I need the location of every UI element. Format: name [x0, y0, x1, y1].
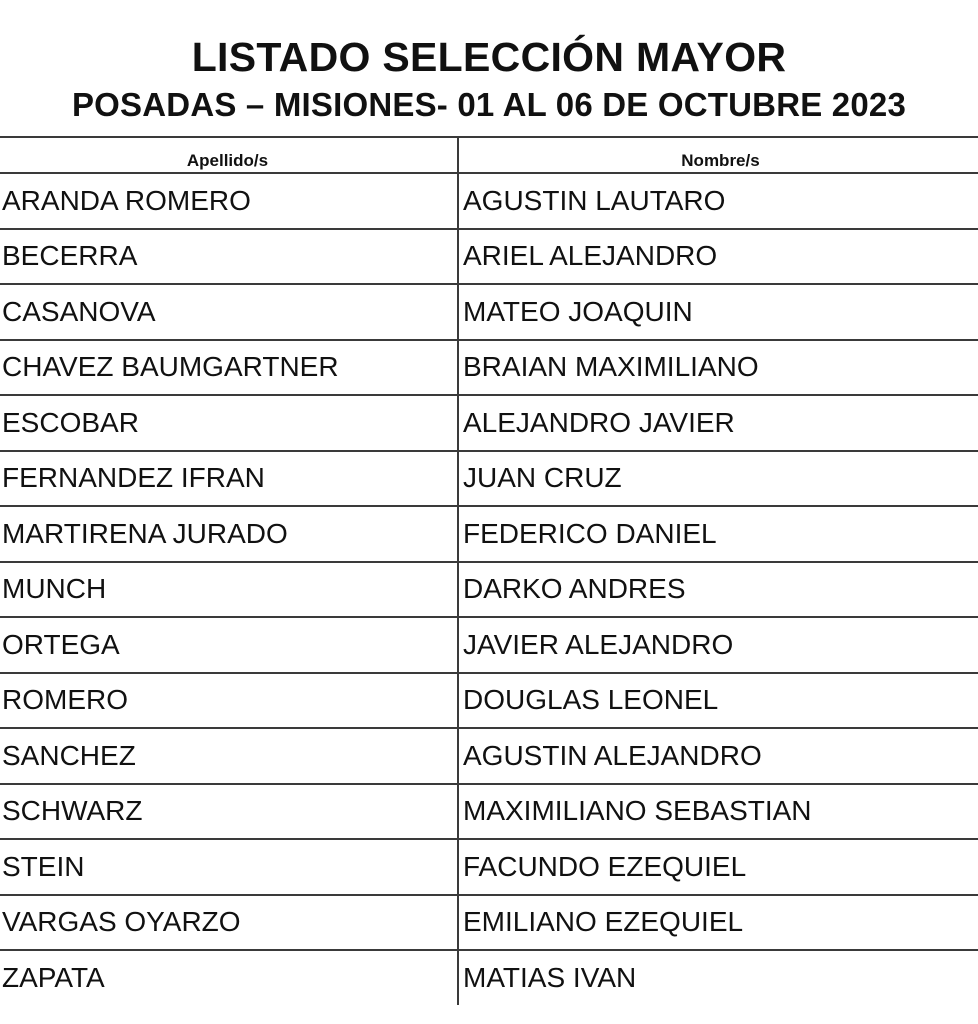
nombre-text: DOUGLAS LEONEL	[463, 684, 719, 716]
apellido-text: MARTIRENA JURADO	[2, 517, 288, 549]
nombre-cell	[458, 895, 978, 951]
apellido-cell	[0, 728, 458, 784]
nombre-text: JUAN CRUZ	[463, 462, 622, 494]
nombre-cell	[458, 506, 978, 562]
nombre-text: MATIAS IVAN	[463, 961, 637, 993]
nombre-cell	[458, 340, 978, 396]
apellido-cell	[0, 673, 458, 729]
apellido-cell	[0, 395, 458, 451]
apellido-text: ARANDA ROMERO	[2, 184, 251, 216]
apellido-cell	[0, 451, 458, 507]
apellido-cell	[0, 284, 458, 340]
apellido-cell	[0, 173, 458, 229]
nombre-cell	[458, 173, 978, 229]
apellido-text: SCHWARZ	[2, 795, 143, 827]
table-row	[0, 173, 978, 229]
nombre-text: ARIEL ALEJANDRO	[463, 240, 718, 272]
apellido-text: STEIN	[2, 850, 85, 882]
nombre-cell	[458, 562, 978, 618]
table-row	[0, 284, 978, 340]
table-row	[0, 950, 978, 1005]
apellido-cell	[0, 229, 458, 285]
nombre-cell	[458, 451, 978, 507]
nombre-cell	[458, 617, 978, 673]
table-row	[0, 728, 978, 784]
apellido-cell	[0, 340, 458, 396]
document-title: LISTADO SELECCIÓN MAYOR	[191, 34, 787, 80]
nombre-text: BRAIAN MAXIMILIANO	[463, 351, 759, 383]
apellido-cell	[0, 950, 458, 1005]
table-row	[0, 229, 978, 285]
table-row	[0, 562, 978, 618]
nombre-cell	[458, 229, 978, 285]
nombre-cell	[458, 784, 978, 840]
nombre-text: AGUSTIN ALEJANDRO	[463, 739, 762, 771]
table-row	[0, 839, 978, 895]
nombre-cell	[458, 728, 978, 784]
apellido-text: VARGAS OYARZO	[2, 906, 241, 938]
table-row	[0, 395, 978, 451]
nombre-text: DARKO ANDRES	[463, 573, 686, 605]
nombre-text: JAVIER ALEJANDRO	[463, 628, 734, 660]
table-row	[0, 784, 978, 840]
nombre-cell	[458, 839, 978, 895]
table-row	[0, 506, 978, 562]
apellido-cell	[0, 617, 458, 673]
nombre-text: EMILIANO EZEQUIEL	[463, 906, 744, 938]
roster-table	[0, 136, 978, 1005]
apellido-cell	[0, 895, 458, 951]
apellido-text: FERNANDEZ IFRAN	[2, 462, 265, 494]
nombre-text: FACUNDO EZEQUIEL	[463, 850, 747, 882]
column-header-nombre-label: Nombre/s	[681, 151, 760, 170]
nombre-text: AGUSTIN LAUTARO	[463, 184, 726, 216]
table-header-row	[0, 137, 978, 173]
table-row	[0, 340, 978, 396]
roster-body	[0, 173, 978, 1005]
nombre-cell	[458, 673, 978, 729]
column-header-apellido-label: Apellido/s	[186, 151, 269, 170]
apellido-text: ROMERO	[2, 684, 128, 716]
apellido-text: SANCHEZ	[2, 739, 136, 771]
table-row	[0, 895, 978, 951]
apellido-text: ESCOBAR	[2, 406, 139, 438]
column-header-nombre	[458, 137, 978, 173]
document-subtitle: POSADAS – MISIONES- 01 AL 06 DE OCTUBRE 2023	[71, 86, 907, 123]
apellido-cell	[0, 506, 458, 562]
apellido-text: CHAVEZ BAUMGARTNER	[2, 351, 339, 383]
apellido-text: CASANOVA	[2, 295, 156, 327]
nombre-cell	[458, 950, 978, 1005]
column-header-apellido	[0, 137, 458, 173]
table-row	[0, 673, 978, 729]
table-row	[0, 617, 978, 673]
apellido-cell	[0, 784, 458, 840]
nombre-text: MAXIMILIANO SEBASTIAN	[463, 795, 812, 827]
nombre-text: MATEO JOAQUIN	[463, 295, 693, 327]
apellido-text: ZAPATA	[2, 961, 105, 993]
apellido-cell	[0, 562, 458, 618]
apellido-text: MUNCH	[2, 573, 107, 605]
table-row	[0, 451, 978, 507]
apellido-text: BECERRA	[2, 240, 138, 272]
nombre-cell	[458, 284, 978, 340]
nombre-cell	[458, 395, 978, 451]
apellido-cell	[0, 839, 458, 895]
nombre-text: ALEJANDRO JAVIER	[463, 406, 735, 438]
apellido-text: ORTEGA	[2, 628, 120, 660]
nombre-text: FEDERICO DANIEL	[463, 517, 717, 549]
